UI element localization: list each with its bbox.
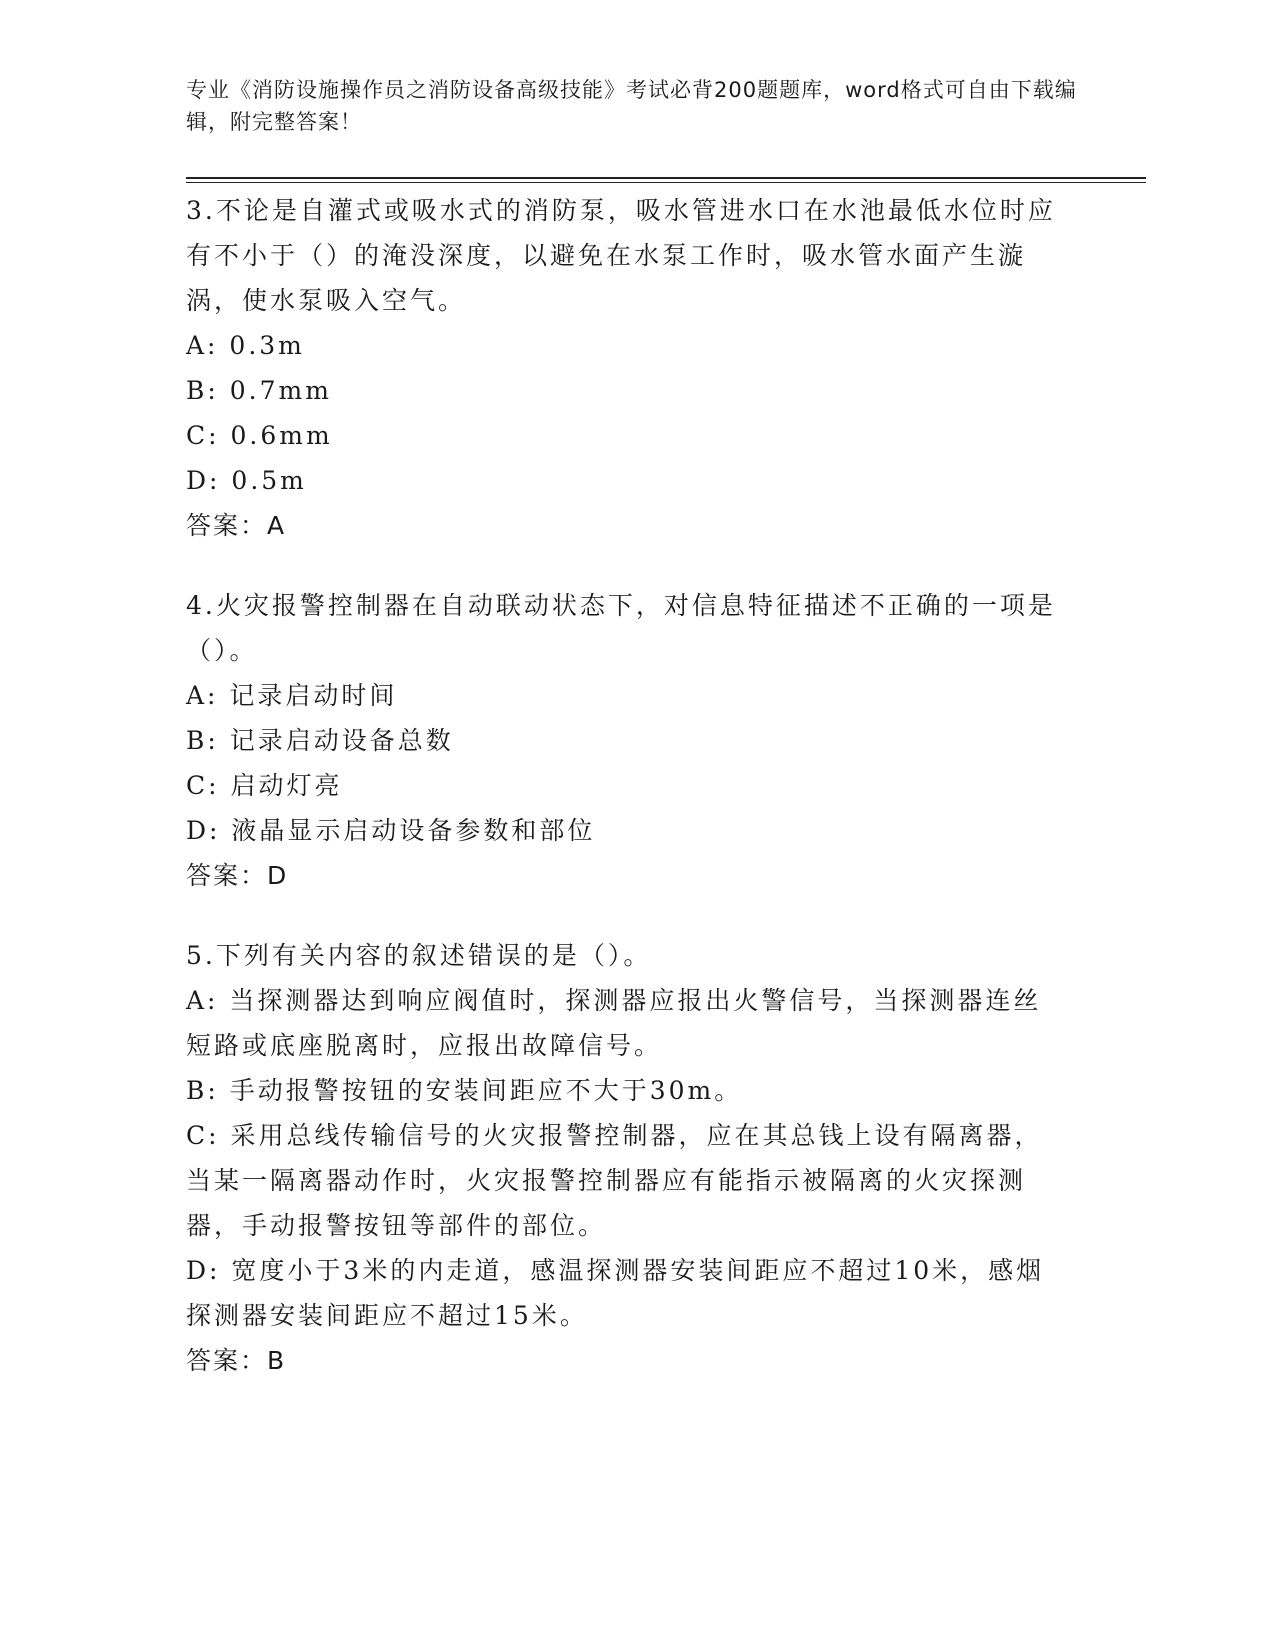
option-b: B: 记录启动设备总数	[186, 726, 454, 755]
option-b: B: 0.7mm	[186, 376, 332, 405]
question-stem: 5.下列有关内容的叙述错误的是（）。	[186, 941, 652, 970]
option-d: D: 0.5m	[186, 466, 307, 495]
answer-line: 答案：D	[186, 861, 289, 890]
answer-line: 答案：B	[186, 1346, 287, 1375]
question-list	[186, 188, 1066, 1418]
option-c: C: 启动灯亮	[186, 771, 343, 800]
option-d: D: 液晶显示启动设备参数和部位	[186, 816, 596, 845]
question-stem: 4.火灾报警控制器在自动联动状态下，对信息特征描述不正确的一项是（）。	[186, 591, 1056, 665]
document-header: 专业《消防设施操作员之消防设备高级技能》考试必背200题题库，word格式可自由下载编辑，附完整答案！	[186, 78, 1077, 134]
answer-line: 答案：A	[186, 511, 287, 540]
header-divider-thick	[186, 177, 1146, 179]
option-a: A: 记录启动时间	[186, 681, 398, 710]
option-d: D: 宽度小于3米的内走道，感温探测器安装间距应不超过10米，感烟探测器安装间距应不超过15米。	[186, 1256, 1045, 1330]
option-a: A: 当探测器达到响应阀值时，探测器应报出火警信号，当探测器连丝短路或底座脱离时，应报出故障信号。	[186, 986, 1042, 1060]
question-stem: 3.不论是自灌式或吸水式的消防泵，吸水管进水口在水池最低水位时应有不小于（）的淹没深度，以避免在水泵工作时，吸水管水面产生漩涡，使水泵吸入空气。	[186, 196, 1056, 315]
option-b: B: 手动报警按钮的安装间距应不大于30m。	[186, 1076, 743, 1105]
question-5	[186, 933, 1066, 1383]
question-4	[186, 583, 1066, 898]
header-divider-thin	[186, 182, 1146, 183]
option-c: C: 采用总线传输信号的火灾报警控制器，应在其总钱上设有隔离器，当某一隔离器动作时，火灾报警控制器应有能指示被隔离的火灾探测器，手动报警按钮等部件的部位。	[186, 1121, 1043, 1240]
question-3	[186, 188, 1066, 548]
option-c: C: 0.6mm	[186, 421, 333, 450]
option-a: A: 0.3m	[186, 331, 305, 360]
